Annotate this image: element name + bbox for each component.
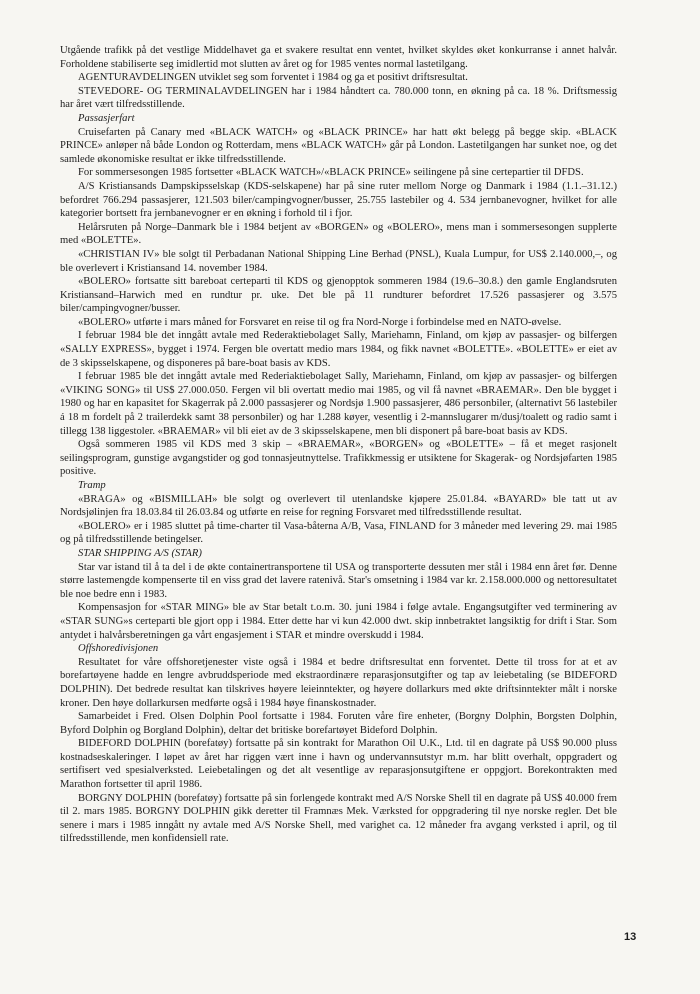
section-offshoredivisjonen xyxy=(60,642,617,846)
paragraph: «BOLERO» utførte i mars måned for Forsvaret en reise til og fra Nord-Norge i forbindelse med en NATO-øvelse. xyxy=(78,316,562,328)
section-heading: STAR SHIPPING A/S (STAR) xyxy=(78,547,202,559)
paragraph: STEVEDORE- OG TERMINALAVDELINGEN har i 1984 håndtert ca. 780.000 tonn, en økning på ca. 18 %. Driftsmessig har året vært tilfredsstillende. xyxy=(60,85,617,111)
paragraph: «BRAGA» og «BISMILLAH» ble solgt og overlevert til utenlandske kjøpere 25.01.84. «BAYARD» ble tatt ut av Nordsjølinjen fra 18.03.84 til 26.03.84 og utførte en reise for regning Forsvaret med tilfredsstillende resultat. xyxy=(60,493,617,519)
paragraph: I februar 1984 ble det inngått avtale med Rederaktiebolaget Sally, Mariehamn, Finland, om kjøp av passasjer- og bilfergen «SALLY EXPRESS», bygget i 1974. Fergen ble overtatt medio mars 1984, og fikk navnet «BOLETTE». «BOLETTE» er eiet av de 3 skipsselskapene, og disponeres på bare-boat basis av KDS. xyxy=(60,330,617,369)
section-intro xyxy=(60,44,617,112)
section-heading: Passasjerfart xyxy=(78,112,135,124)
section-star-shipping xyxy=(60,547,617,642)
paragraph: Cruisefarten på Canary med «BLACK WATCH» og «BLACK PRINCE» har hatt økt belegg på begge skip. «BLACK PRINCE» anløper nå både London og Rotterdam, mens «BLACK WATCH» går på London. Lastetilgangen har sunket noe, og det samlede økonomiske resultat er ikke tilfredsstillende. xyxy=(60,126,617,165)
paragraph: AGENTURAVDELINGEN utviklet seg som forventet i 1984 og ga et positivt driftsresultat. xyxy=(78,72,468,84)
paragraph: Samarbeidet i Fred. Olsen Dolphin Pool fortsatte i 1984. Foruten våre fire enheter, (Borgny Dolphin, Borgsten Dolphin, Byford Dolphin og Borgland Dolphin), deltar det britiske borefartøyet Bideford Dolphin. xyxy=(60,711,617,736)
paragraph: I februar 1985 ble det inngått avtale med Rederiaktiebolaget Sally, Mariehamn, Finland, om kjøp av passasjer- og bilfergen «VIKING SONG» til US$ 27.000.050. Fergen vil bli overtatt medio mai 1985, og vil få navnet «BRAEMAR». Den ble bygget i 1980 og har en kapasitet for Skagerrak på 2.000 passasjerer og Nordsjø 1.900 passasjerer, 486 personbiler, (alternativt 56 lastebiler á 18 m fordelt på 2 trailerdekk samt 38 personbiler) og har 1.288 køyer, vesentlig i 2-mannslugarer m/dusj/toalett og radio samt i tillegg 138 liggestoler. «BRAEMAR» vil bli eiet av de 3 skipsselskapene, men bli disponert på bare-boat basis av KDS. xyxy=(60,371,617,437)
paragraph: «CHRISTIAN IV» ble solgt til Perbadanan National Shipping Line Berhad (PNSL), Kuala Lumpur, for US$ 2.140.000,–, og ble overlevert i Kristiansand 14. november 1984. xyxy=(60,248,617,274)
paragraph: «BOLERO» fortsatte sitt bareboat certeparti til KDS og gjenopptok sommeren 1984 (19.6–30.8.) den gamle Englandsruten Kristiansand–Harwich med en rundtur pr. uke. Det ble på 11 rundturer befordret 17.526 passasjerer og 3.575 biler/campingvogner/busser. xyxy=(60,276,617,315)
section-heading: Offshoredivisjonen xyxy=(78,643,159,655)
section-heading: Tramp xyxy=(78,480,106,491)
page-number: 13 xyxy=(624,931,637,943)
section-tramp xyxy=(60,479,617,547)
paragraph: BORGNY DOLPHIN (borefatøy) fortsatte på sin forlengede kontrakt med A/S Norske Shell til en dagrate på US$ 40.000 frem til 2. mars 1985. BORGNY DOLPHIN gikk deretter til Framnæs Mek. Værksted for oppgradering til nye norske regler. Det ble senere i mars i 1985 inngått ny avtale med A/S Norske Shell, med varighet ca. 12 måneder fra avgang verksted i april, og til tilfredsstillende, men konfidensiell rate. xyxy=(60,792,617,845)
paragraph: A/S Kristiansands Dampskipsselskap (KDS-selskapene) har på sine ruter mellom Norge og Danmark i 1984 (1.1.–31.12.) befordret 766.294 passasjerer, 121.503 biler/campingvogner/busser, 25.755 lastebiler og 4. 534 jernbanevogner, hvilket for alle kategorier bortsett fra jernbanevogner er en økning i forhold til i fjor. xyxy=(60,180,617,220)
paragraph: Kompensasjon for «STAR MING» ble av Star betalt t.o.m. 30. juni 1984 i følge avtale. Engangsutgifter ved terminering av «STAR SUNG»s certeparti ble gjort opp i 1984. Etter dette har vi kun 42.000 dwt. skip innbetraktet langsiktig for drift i Star. Som antydet i halvårsberetningen ga vårt engasjement i STAR et mindre overskudd i 1984. xyxy=(60,602,617,641)
paragraph: BIDEFORD DOLPHIN (borefatøy) fortsatte på sin kontrakt for Marathon Oil U.K., Ltd. til en dagrate på US$ 90.000 pluss kostnadseskaleringer. I løpet av året har riggen vært inne i havn og undervannsutstyr m.m. har blitt overhalt, oppgradert og sertifisert ved spesialverksted. Leiebetalingen og det alt vesentlige av reparasjonsutgiftene er oppgjort. Borekontrakten med Marathon fortsetter til april 1986. xyxy=(60,738,617,791)
paragraph: Star var istand til å ta del i de økte containertransportene til USA og transporterte dessuten mer stål i 1984 enn året før. Denne større lastemengde kompenserte til en viss grad det lavere ratenivå. Star's omsetning i 1984 var kr. 2.158.000.000 og nettoresultatet ble noe bedre enn i 1983. xyxy=(60,561,617,600)
paragraph: For sommersesongen 1985 fortsetter «BLACK WATCH»/«BLACK PRINCE» seilingene på sine certepartier til DFDS. xyxy=(78,167,584,179)
section-passasjerfart xyxy=(60,112,617,479)
paragraph: Helårsruten på Norge–Danmark ble i 1984 betjent av «BORGEN» og «BOLERO», mens man i sommersesongen supplerte med «BOLETTE». xyxy=(60,221,617,247)
paragraph: «BOLERO» er i 1985 sluttet på time-charter til Vasa-båterna A/B, Vasa, FINLAND for 3 måneder med levering 29. mai 1985 og på tilfredsstillende betingelser. xyxy=(60,520,617,546)
document-body xyxy=(60,44,617,846)
paragraph: Resultatet for våre offshoretjenester viste også i 1984 et bedre driftsresultat enn forventet. Dette til tross for at et av borefartøyene hadde en lengre avbruddsperiode med ekstraordinære reparasjonsutgifter og tap av leiebetaling (se BIDEFORD DOLPHIN). Det bedrede resultat kan tilskrives høyere leieinntekter, og høyere dollarkurs med økte driftsinntekter målt i norske kroner. Den høye dollarkursen medførte også i 1984 høye finanskostnader. xyxy=(60,656,617,709)
paragraph: Utgående trafikk på det vestlige Middelhavet ga et svakere resultat enn ventet, hvilket skyldes øket konkurranse i annet halvår. Forholdene stabiliserte seg imidlertid mot slutten av året og for 1985 ventes normal lastetilgang. xyxy=(60,45,617,70)
paragraph: Også sommeren 1985 vil KDS med 3 skip – «BRAEMAR», «BORGEN» og «BOLETTE» – få et meget rasjonelt seilingsprogram, gunstige avgangstider og god tonnasjeutnyttelse. Trafikkmessig er utsiktene for Skagerak- og Nordsjøfarten 1985 positive. xyxy=(60,439,617,478)
